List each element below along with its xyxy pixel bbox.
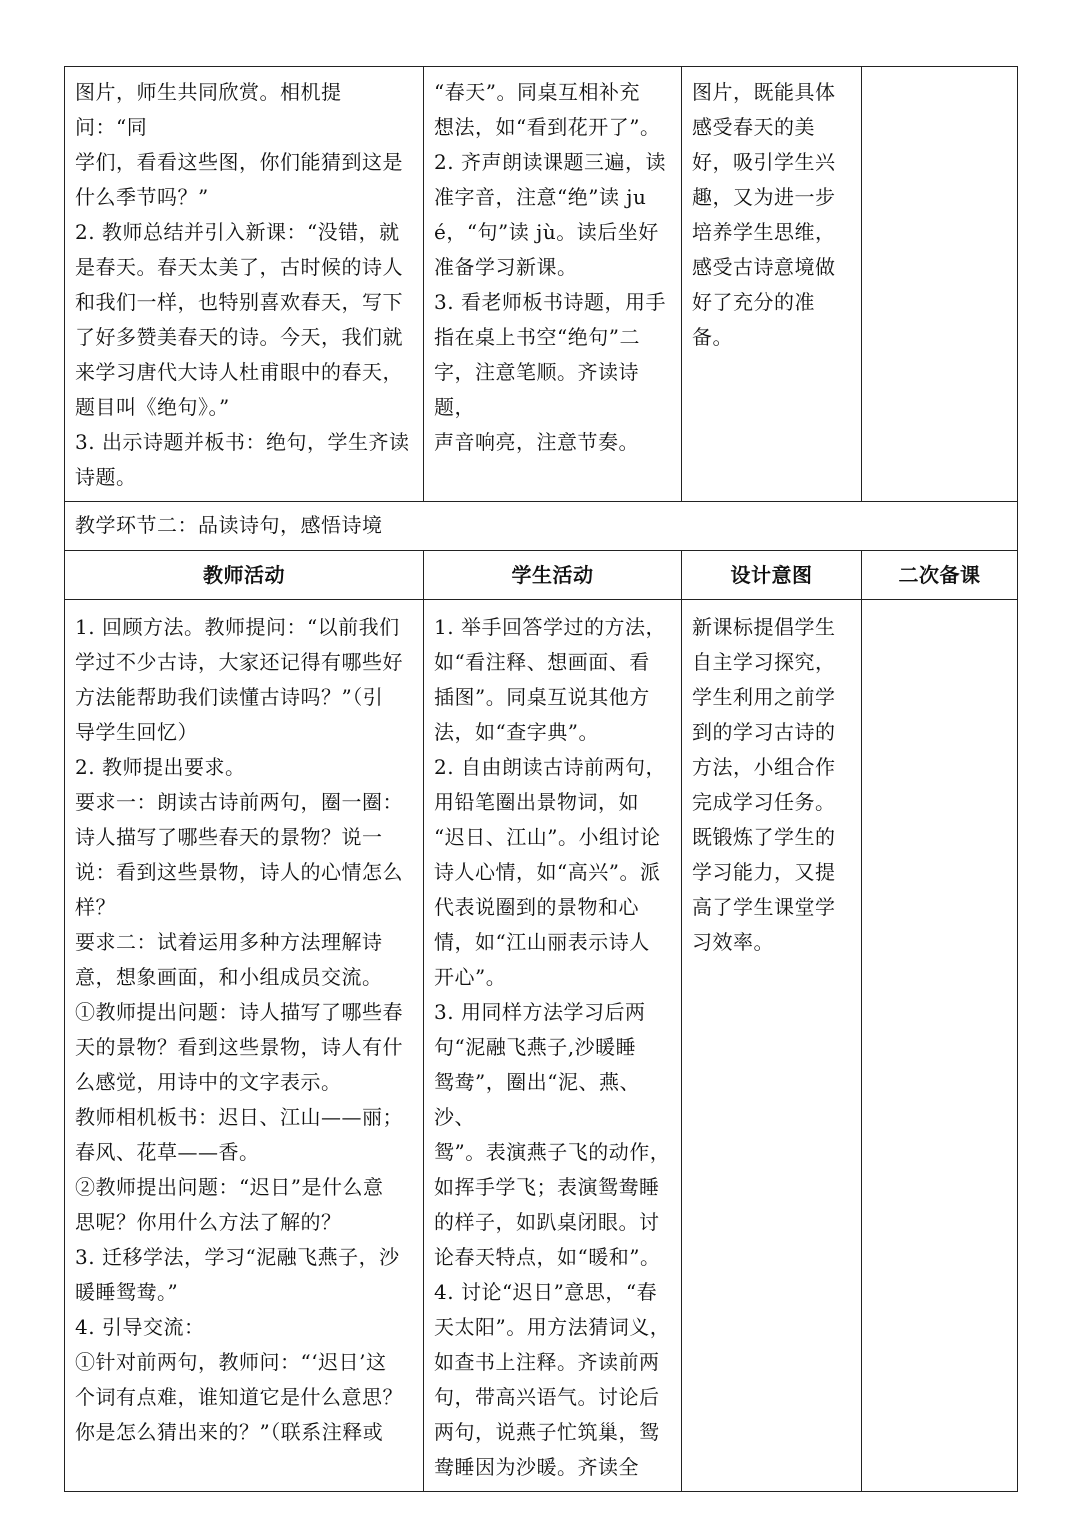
text-line: 鸳鸯”，圈出“泥、燕、沙、: [434, 1070, 640, 1129]
text-line: 想法，如“看到花开了”。: [434, 115, 661, 139]
text-line: 图片，师生共同欣赏。相机提问：“同: [75, 80, 342, 139]
cell-second-prep-intro: [862, 67, 1018, 502]
header-design-intent: 设计意图: [682, 551, 862, 600]
text-line: 2. 教师提出要求。: [75, 755, 246, 779]
text-line: 新课标提倡学生: [692, 615, 836, 639]
text-line: 句“泥融飞燕子,沙暖睡: [434, 1035, 637, 1059]
text-line: 思呢？你用什么方法了解的？: [75, 1210, 342, 1234]
text-line: 4. 讨论“迟日”意思，“春: [434, 1280, 658, 1304]
text-line: 鸳”。表演燕子飞的动作，: [434, 1140, 671, 1164]
text-line: 图片，既能具体: [692, 80, 836, 104]
text-line: 备。: [692, 325, 733, 349]
text-line: 要求一：朗读古诗前两句，圈一圈：: [75, 790, 403, 814]
text-line: 春风、花草——香。: [75, 1140, 260, 1164]
cell-second-prep: [862, 600, 1018, 1492]
text-line: 要求二：试着运用多种方法理解诗: [75, 930, 383, 954]
text-line: 感受古诗意境做: [692, 255, 836, 279]
text-line: 天太阳”。用方法猜词义，: [434, 1315, 671, 1339]
text-line: 1. 回顾方法。教师提问：“以前我们: [75, 615, 400, 639]
text-line: 个词有点难，谁知道它是什么意思？: [75, 1385, 403, 1409]
text-line: 好了充分的准: [692, 290, 815, 314]
text-line: 2. 齐声朗读课题三遍，读: [434, 150, 666, 174]
text-line: 了好多赞美春天的诗。今天，我们就: [75, 325, 403, 349]
lesson-plan-table: [64, 66, 1018, 1492]
text-line: 论春天特点，如“暖和”。: [434, 1245, 661, 1269]
text-line: 3. 用同样方法学习后两: [434, 1000, 646, 1024]
text-line: 字，注意笔顺。齐读诗题，: [434, 360, 639, 419]
text-line: 插图”。同桌互说其他方: [434, 685, 650, 709]
text-line: 习效率。: [692, 930, 774, 954]
table-header-row: [65, 551, 1018, 600]
text-line: 学生利用之前学: [692, 685, 836, 709]
text-line: 学们，看看这些图，你们能猜到这是: [75, 150, 403, 174]
text-line: 么感觉，用诗中的文字表示。: [75, 1070, 342, 1094]
text-line: 到的学习古诗的: [692, 720, 836, 744]
text-line: 1. 举手回答学过的方法，: [434, 615, 666, 639]
text-line: ②教师提出问题：“迟日”是什么意: [75, 1175, 384, 1199]
text-line: 自主学习探究，: [692, 650, 836, 674]
text-line: 如查书上注释。齐读前两: [434, 1350, 660, 1374]
text-line: 诗人心情，如“高兴”。派: [434, 860, 661, 884]
header-student-activity: 学生活动: [424, 551, 682, 600]
text-line: 什么季节吗？”: [75, 185, 209, 209]
text-line: 准备学习新课。: [434, 255, 578, 279]
table-row-intro: [65, 67, 1018, 502]
text-line: 学习能力，又提: [692, 860, 836, 884]
text-line: ①针对前两句，教师问：“‘迟日’这: [75, 1350, 387, 1374]
text-line: 说：看到这些景物，诗人的心情怎么: [75, 860, 403, 884]
text-line: 意，想象画面，和小组成员交流。: [75, 965, 383, 989]
section-title: 教学环节二：品读诗句，感悟诗境: [65, 502, 1018, 551]
text-line: 句，带高兴语气。讨论后: [434, 1385, 660, 1409]
text-line: 的样子，如趴桌闭眼。讨: [434, 1210, 660, 1234]
text-line: 高了学生课堂学: [692, 895, 836, 919]
text-line: 趣，又为进一步: [692, 185, 836, 209]
text-line: 和我们一样，也特别喜欢春天，写下: [75, 290, 403, 314]
text-line: 两句，说燕子忙筑巢，鸳: [434, 1420, 660, 1444]
text-line: 情，如“江山丽表示诗人: [434, 930, 650, 954]
text-line: é，“句”读 jù。读后坐好: [434, 220, 659, 244]
cell-design-intent-intro: [682, 67, 862, 502]
text-line: 培养学生思维，: [692, 220, 836, 244]
cell-teacher-activity: [65, 600, 424, 1492]
text-line: 教师相机板书：迟日、江山——丽；: [75, 1105, 403, 1129]
text-line: 如挥手学飞；表演鸳鸯睡: [434, 1175, 660, 1199]
text-line: 如“看注释、想画面、看: [434, 650, 650, 674]
text-line: 2. 自由朗读古诗前两句，: [434, 755, 666, 779]
text-line: ①教师提出问题：诗人描写了哪些春: [75, 1000, 403, 1024]
text-line: 来学习唐代大诗人杜甫眼中的春天，: [75, 360, 403, 384]
text-line: 你是怎么猜出来的？”（联系注释或: [75, 1420, 384, 1444]
text-line: 鸯睡因为沙暖。齐读全: [434, 1455, 639, 1479]
cell-design-intent: [682, 600, 862, 1492]
text-line: 法，如“查字典”。: [434, 720, 599, 744]
text-line: 3. 出示诗题并板书：绝句，学生齐读: [75, 430, 410, 454]
text-line: 是春天。春天太美了，古时候的诗人: [75, 255, 403, 279]
text-line: 准字音，注意“绝”读 ju: [434, 185, 647, 209]
header-second-prep: 二次备课: [862, 551, 1018, 600]
text-line: “春天”。同桌互相补充: [434, 80, 640, 104]
text-line: 天的景物？看到这些景物，诗人有什: [75, 1035, 403, 1059]
table-row-body: [65, 600, 1018, 1492]
text-line: 学过不少古诗，大家还记得有哪些好: [75, 650, 403, 674]
text-line: 感受春天的美: [692, 115, 815, 139]
text-line: 2. 教师总结并引入新课：“没错，就: [75, 220, 400, 244]
cell-student-activity-intro: [424, 67, 682, 502]
text-line: 样？: [75, 895, 116, 919]
text-line: 诗人描写了哪些春天的景物？说一: [75, 825, 383, 849]
text-line: 指在桌上书空“绝句”二: [434, 325, 640, 349]
text-line: 开心”。: [434, 965, 507, 989]
table-row-section: [65, 502, 1018, 551]
text-line: 好，吸引学生兴: [692, 150, 836, 174]
text-line: 声音响亮，注意节奏。: [434, 430, 639, 454]
text-line: 题目叫《绝句》。”: [75, 395, 230, 419]
text-line: 代表说圈到的景物和心: [434, 895, 639, 919]
text-line: 3. 看老师板书诗题，用手: [434, 290, 666, 314]
text-line: 导学生回忆）: [75, 720, 198, 744]
text-line: “迟日、江山”。小组讨论: [434, 825, 661, 849]
text-line: 既锻炼了学生的: [692, 825, 836, 849]
text-line: 4. 引导交流：: [75, 1315, 205, 1339]
text-line: 完成学习任务。: [692, 790, 836, 814]
header-teacher-activity: 教师活动: [65, 551, 424, 600]
text-line: 用铅笔圈出景物词，如: [434, 790, 639, 814]
cell-student-activity: [424, 600, 682, 1492]
text-line: 暖睡鸳鸯。”: [75, 1280, 179, 1304]
text-line: 方法，小组合作: [692, 755, 836, 779]
text-line: 诗题。: [75, 465, 137, 489]
cell-teacher-activity-intro: [65, 67, 424, 502]
text-line: 3. 迁移学法，学习“泥融飞燕子，沙: [75, 1245, 400, 1269]
text-line: 方法能帮助我们读懂古诗吗？”（引: [75, 685, 384, 709]
